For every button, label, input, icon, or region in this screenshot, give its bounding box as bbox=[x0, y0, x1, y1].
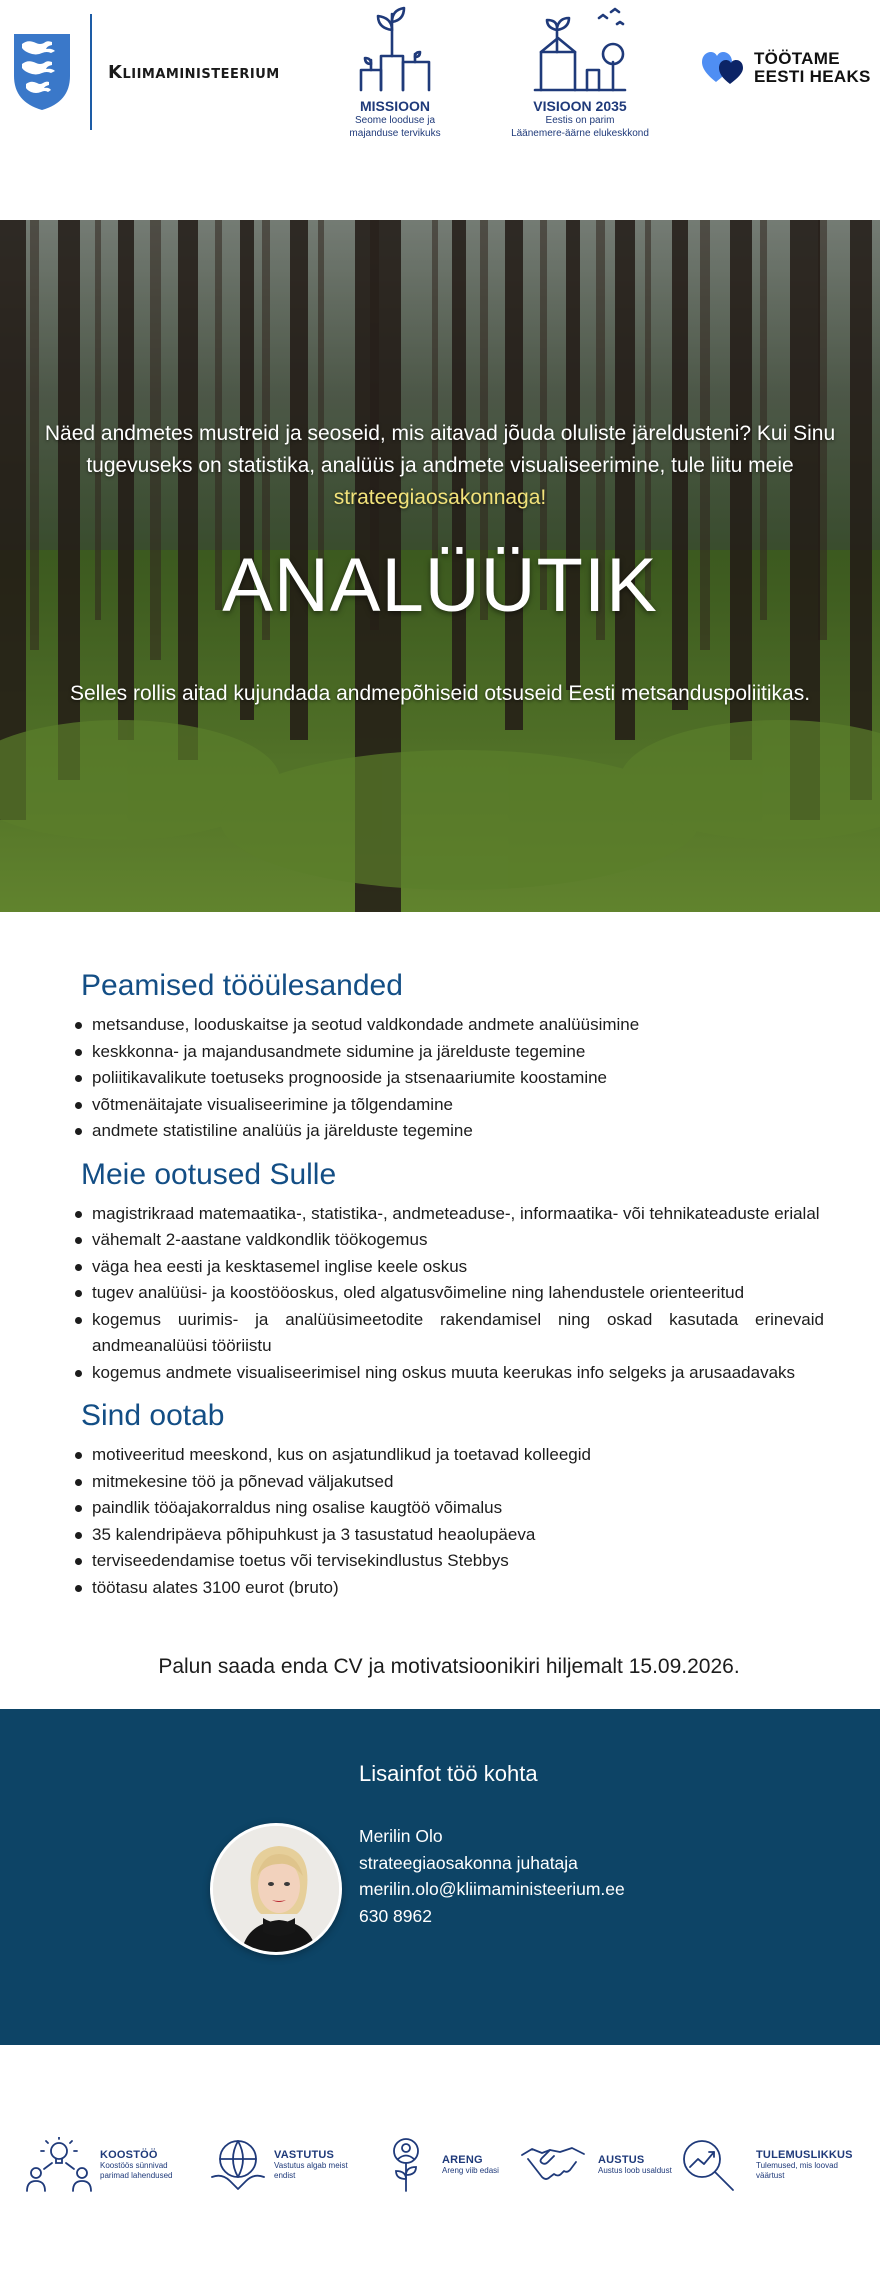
contact-section bbox=[0, 1709, 880, 2045]
value-title: VASTUTUS bbox=[274, 2149, 335, 2161]
ministry-logo[interactable] bbox=[12, 14, 280, 130]
value-text bbox=[100, 2149, 196, 2181]
contact-name: Merilin Olo bbox=[359, 1826, 443, 1846]
expectations-section bbox=[74, 1155, 824, 1387]
contact-portrait-image bbox=[213, 1826, 342, 1955]
value-text bbox=[598, 2154, 672, 2176]
expectations-heading: Meie ootused Sulle bbox=[81, 1157, 337, 1191]
hero-intro bbox=[40, 418, 840, 514]
estonian-coat-of-arms-icon bbox=[12, 32, 72, 112]
offer-list bbox=[74, 1442, 824, 1601]
mission-title: MISSIOON bbox=[359, 98, 430, 114]
mission-block bbox=[335, 0, 455, 140]
hero-intro-text: Näed andmetes mustreid ja seoseid, mis aitavad jõuda oluliste järeldusteni? Kui Sinu tugevuseks on statistika, analüüs ja andmete visualiseerimine, tule liitu meie bbox=[44, 422, 836, 477]
value-subtitle: Austus loob usaldust bbox=[598, 2166, 672, 2175]
house-tree-birds-icon bbox=[525, 0, 635, 96]
lightbulb-people-icon bbox=[24, 2137, 94, 2193]
tasks-section bbox=[74, 966, 824, 1145]
list-item: poliitikavalikute toetuseks prognooside ja stsenaariumite koostamine bbox=[92, 1065, 824, 1092]
value-title: ARENG bbox=[442, 2154, 483, 2166]
list-item: kogemus andmete visualiseerimisel ning oskus muuta keerukas info selgeks ja arusaadavaks bbox=[92, 1360, 824, 1387]
value-vastutus bbox=[208, 2137, 370, 2193]
contact-details bbox=[359, 1823, 625, 1929]
handshake-icon bbox=[520, 2137, 586, 2193]
value-text bbox=[756, 2149, 853, 2181]
list-item: võtmenäitajate visualiseerimine ja tõlgendamine bbox=[92, 1092, 824, 1119]
contact-heading: Lisainfot töö kohta bbox=[359, 1761, 538, 1786]
page-header bbox=[0, 0, 880, 220]
contact-position: strateegiaosakonna juhataja bbox=[359, 1852, 578, 1873]
value-text bbox=[442, 2154, 499, 2176]
offer-section bbox=[74, 1396, 824, 1601]
workbrand-text bbox=[754, 50, 871, 86]
list-item: terviseedendamise toetus või tervisekindlustus Stebbys bbox=[92, 1548, 824, 1575]
application-instructions: Palun saada enda CV ja motivatsioonikiri hiljemalt 15.09.2026. bbox=[158, 1655, 740, 1678]
hero-intro-highlight: strateegiaosakonnaga! bbox=[333, 486, 547, 509]
list-item: andmete statistiline analüüs ja järelduste tegemine bbox=[92, 1118, 824, 1145]
list-item: 35 kalendripäeva põhipuhkust ja 3 tasustatud heaolupäeva bbox=[92, 1522, 824, 1549]
job-title: ANALÜÜTIK bbox=[222, 543, 658, 628]
vision-block bbox=[505, 0, 655, 140]
list-item: keskkonna- ja majandusandmete sidumine ja järelduste tegemine bbox=[92, 1039, 824, 1066]
contact-email-link[interactable]: merilin.olo@kliimaministeerium.ee bbox=[359, 1879, 625, 1899]
value-koostoo bbox=[24, 2137, 196, 2193]
value-subtitle: Areng viib edasi bbox=[442, 2166, 499, 2175]
globe-hands-icon bbox=[208, 2137, 268, 2193]
mission-subtitle-2: majanduse tervikuks bbox=[349, 128, 441, 139]
logo-divider bbox=[90, 14, 92, 130]
value-title: TULEMUSLIKKUS bbox=[756, 2149, 853, 2161]
workbrand-logo[interactable] bbox=[702, 50, 871, 86]
hearts-icon bbox=[702, 50, 746, 86]
list-item: paindlik tööajakorraldus ning osalise kaugtöö võimalus bbox=[92, 1495, 824, 1522]
tasks-heading: Peamised tööülesanded bbox=[81, 969, 403, 1002]
list-item: magistrikraad matemaatika-, statistika-, andmeteaduse-, informaatika- või tehnikateaduste erialal bbox=[92, 1201, 824, 1228]
list-item: kogemus uurimis- ja analüüsimeetodite rakendamisel ning oskad kasutada erinevaid andmeanalüüsi tööriistu bbox=[92, 1307, 824, 1360]
person-sprout-icon bbox=[384, 2137, 428, 2193]
list-item: väga hea eesti ja kesktasemel inglise keele oskus bbox=[92, 1254, 824, 1281]
offer-heading: Sind ootab bbox=[81, 1399, 225, 1432]
expectations-list bbox=[74, 1201, 824, 1387]
list-item: vähemalt 2-aastane valdkondlik töökogemus bbox=[92, 1227, 824, 1254]
tasks-list bbox=[74, 1012, 824, 1145]
list-item: mitmekesine töö ja põnevad väljakutsed bbox=[92, 1469, 824, 1496]
job-description bbox=[0, 912, 880, 1709]
value-subtitle: Tulemused, mis loovad väärtust bbox=[756, 2161, 838, 2180]
values-footer bbox=[0, 2045, 880, 2265]
value-austus bbox=[520, 2137, 672, 2193]
vision-subtitle-1: Eestis on parim bbox=[545, 115, 615, 126]
vision-subtitle-2: Läänemere-äärne elukeskkond bbox=[511, 128, 649, 139]
workbrand-line-2: EESTI HEAKS bbox=[754, 67, 871, 86]
vision-title: VISIOON 2035 bbox=[533, 98, 627, 114]
list-item: tugev analüüsi- ja koostööoskus, oled algatusvõimeline ning lahendustele orienteeritud bbox=[92, 1280, 824, 1307]
value-areng bbox=[384, 2137, 499, 2193]
value-subtitle: Vastutus algab meist endist bbox=[274, 2161, 348, 2180]
mission-subtitle-1: Seome looduse ja bbox=[354, 115, 436, 126]
hero-subtitle: Selles rollis aitad kujundada andmepõhiseid otsuseid Eesti metsanduspoliitikas. bbox=[69, 682, 811, 705]
list-item: motiveeritud meeskond, kus on asjatundlikud ja toetavad kolleegid bbox=[92, 1442, 824, 1469]
podium-sprout-icon bbox=[347, 0, 443, 96]
list-item: töötasu alates 3100 eurot (bruto) bbox=[92, 1575, 824, 1602]
value-title: KOOSTÖÖ bbox=[100, 2149, 158, 2161]
workbrand-line-1: TÖÖTAME bbox=[754, 49, 840, 68]
value-tulemuslikkus bbox=[680, 2137, 853, 2193]
value-title: AUSTUS bbox=[598, 2154, 645, 2166]
contact-avatar bbox=[210, 1823, 342, 1955]
value-subtitle: Koostöös sünnivad parimad lahendused bbox=[100, 2161, 173, 2180]
list-item: metsanduse, looduskaitse ja seotud valdkondade andmete analüüsimine bbox=[92, 1012, 824, 1039]
value-text bbox=[274, 2149, 370, 2181]
contact-phone[interactable]: 630 8962 bbox=[359, 1905, 432, 1926]
ministry-name: Kliimaministeerium bbox=[108, 61, 280, 83]
magnifier-chart-icon bbox=[680, 2137, 738, 2193]
hero-banner bbox=[0, 220, 880, 912]
